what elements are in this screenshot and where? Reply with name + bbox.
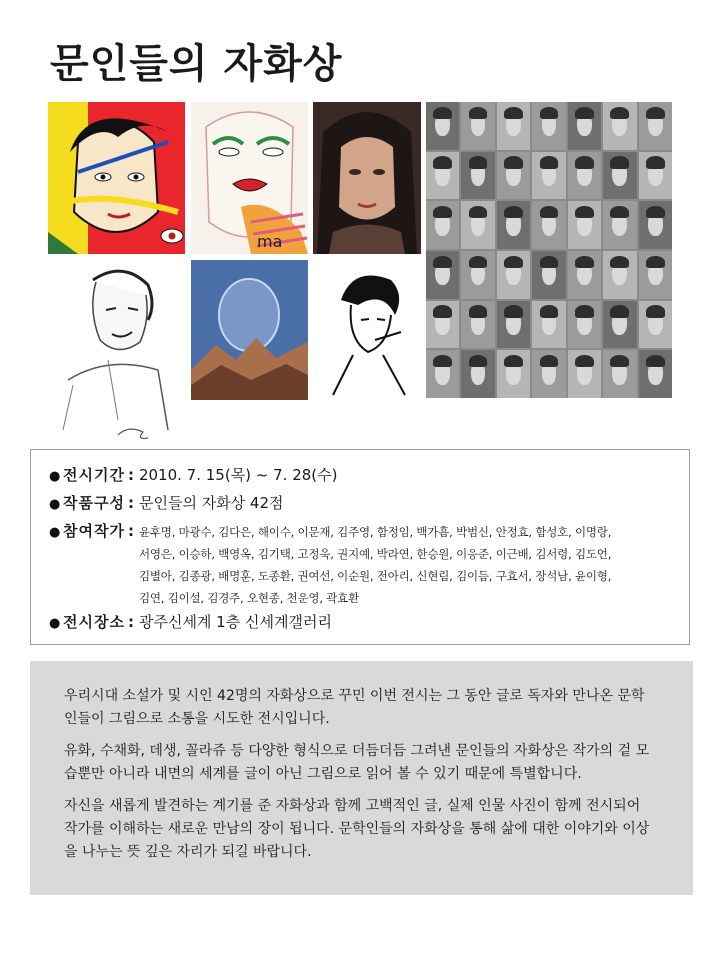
period-label: 전시기간 [63, 466, 125, 484]
author-photo [532, 102, 565, 150]
author-photo [426, 251, 459, 299]
artists-list [139, 521, 611, 609]
page-title: 문인들의 자화상 [50, 41, 343, 87]
portrait-pencil-sketch [48, 260, 185, 448]
description-paragraph: 자신을 새롭게 발견하는 계기를 준 자화상과 함께 고백적인 글, 실제 인물 사진이 함께 전시되어 작가를 이해하는 새로운 만남의 장이 됩니다. 문학인들의 자화상을 통해 삶에 대한 이야기와 이상을 나누는 뜻 깊은 자리가 되길 바랍니다. [64, 798, 650, 860]
author-photo [568, 301, 601, 349]
portrait-oil-painting [313, 102, 421, 254]
author-photo [461, 251, 494, 299]
author-photo [426, 102, 459, 150]
portrait-ink-drawing [313, 260, 421, 400]
author-photo [461, 201, 494, 249]
author-photo [532, 152, 565, 200]
author-photo [568, 152, 601, 200]
description-paragraph: 유화, 수채화, 데생, 꼴라쥬 등 다양한 형식으로 더듬더듬 그려낸 문인들의 자화상은 작가의 겉 모습뿐만 아니라 내면의 세계를 글이 아닌 그림으로 읽어 볼 수 있기 때문에 특별합니다. [64, 743, 650, 782]
artists-line: 김연, 김이설, 김경주, 오현종, 천운영, 곽효환 [138, 591, 359, 605]
author-photo [568, 201, 601, 249]
author-photo [603, 301, 636, 349]
author-photo [461, 350, 494, 398]
author-photo [497, 102, 530, 150]
author-photo [461, 102, 494, 150]
portrait-colorful-drawing [191, 102, 308, 254]
portrait-blue-painting [191, 260, 308, 400]
artists-line: 김별아, 김종광, 배명훈, 도종환, 권여선, 이순원, 전아리, 신현림, 김이듬, 구효서, 장석남, 윤이형, [138, 569, 612, 583]
author-photo [639, 301, 672, 349]
venue-value: 광주신세계 1층 신세계갤러리 [138, 613, 332, 631]
info-row-composition [49, 490, 675, 518]
author-photo [532, 350, 565, 398]
bullet-icon: ● [49, 616, 61, 631]
label-colon: : [127, 494, 134, 512]
author-photo [497, 350, 530, 398]
author-photo [497, 301, 530, 349]
composition-value: 문인들의 자화상 42점 [138, 494, 284, 512]
signature-text: ma [257, 232, 283, 251]
author-photo [568, 102, 601, 150]
author-photo [426, 201, 459, 249]
author-photo [497, 251, 530, 299]
author-photo [426, 301, 459, 349]
author-photo [532, 251, 565, 299]
author-photo [532, 201, 565, 249]
author-photo [603, 350, 636, 398]
portrait-popart-image [48, 102, 185, 254]
author-photo-grid [426, 102, 672, 398]
author-photo [639, 201, 672, 249]
author-photo [426, 350, 459, 398]
author-photo [461, 301, 494, 349]
info-row-period [49, 462, 675, 490]
author-photo [639, 102, 672, 150]
author-photo [461, 152, 494, 200]
info-row-venue [49, 609, 675, 637]
bullet-icon: ● [49, 497, 61, 512]
period-value: 2010. 7. 15(목) ~ 7. 28(수) [138, 466, 338, 484]
artists-line: 윤후명, 마광수, 김다은, 해이수, 이문재, 김주영, 함정임, 백가흠, 박범신, 안정효, 함성호, 이명랑, [138, 525, 612, 539]
exhibition-info-box [30, 449, 690, 645]
artists-label: 참여작가 [63, 522, 125, 540]
author-photo [532, 301, 565, 349]
info-row-artists [49, 518, 675, 609]
label-colon: : [127, 522, 134, 540]
author-photo [639, 350, 672, 398]
portrait-gallery [48, 102, 672, 448]
label-colon: : [127, 613, 134, 631]
author-photo [568, 251, 601, 299]
description-box [30, 661, 693, 895]
artists-line: 서영은, 이승하, 백영옥, 김기택, 고정욱, 권지예, 박라연, 한승원, 이응준, 이근배, 김서령, 김도언, [138, 547, 612, 561]
bullet-icon: ● [49, 525, 61, 540]
author-photo [497, 201, 530, 249]
description-paragraph: 우리시대 소설가 및 시인 42명의 자화상으로 꾸민 이번 전시는 그 동안 글로 독자와 만나온 문학인들이 그림으로 소통을 시도한 전시입니다. [64, 688, 645, 727]
author-photo [603, 102, 636, 150]
author-photo [603, 201, 636, 249]
bullet-icon: ● [49, 469, 61, 484]
composition-label: 작품구성 [63, 494, 125, 512]
author-photo [639, 251, 672, 299]
author-photo [603, 152, 636, 200]
author-photo [497, 152, 530, 200]
author-photo [603, 251, 636, 299]
venue-label: 전시장소 [63, 613, 125, 631]
author-photo [568, 350, 601, 398]
author-photo [639, 152, 672, 200]
author-photo [426, 152, 459, 200]
label-colon: : [127, 466, 134, 484]
